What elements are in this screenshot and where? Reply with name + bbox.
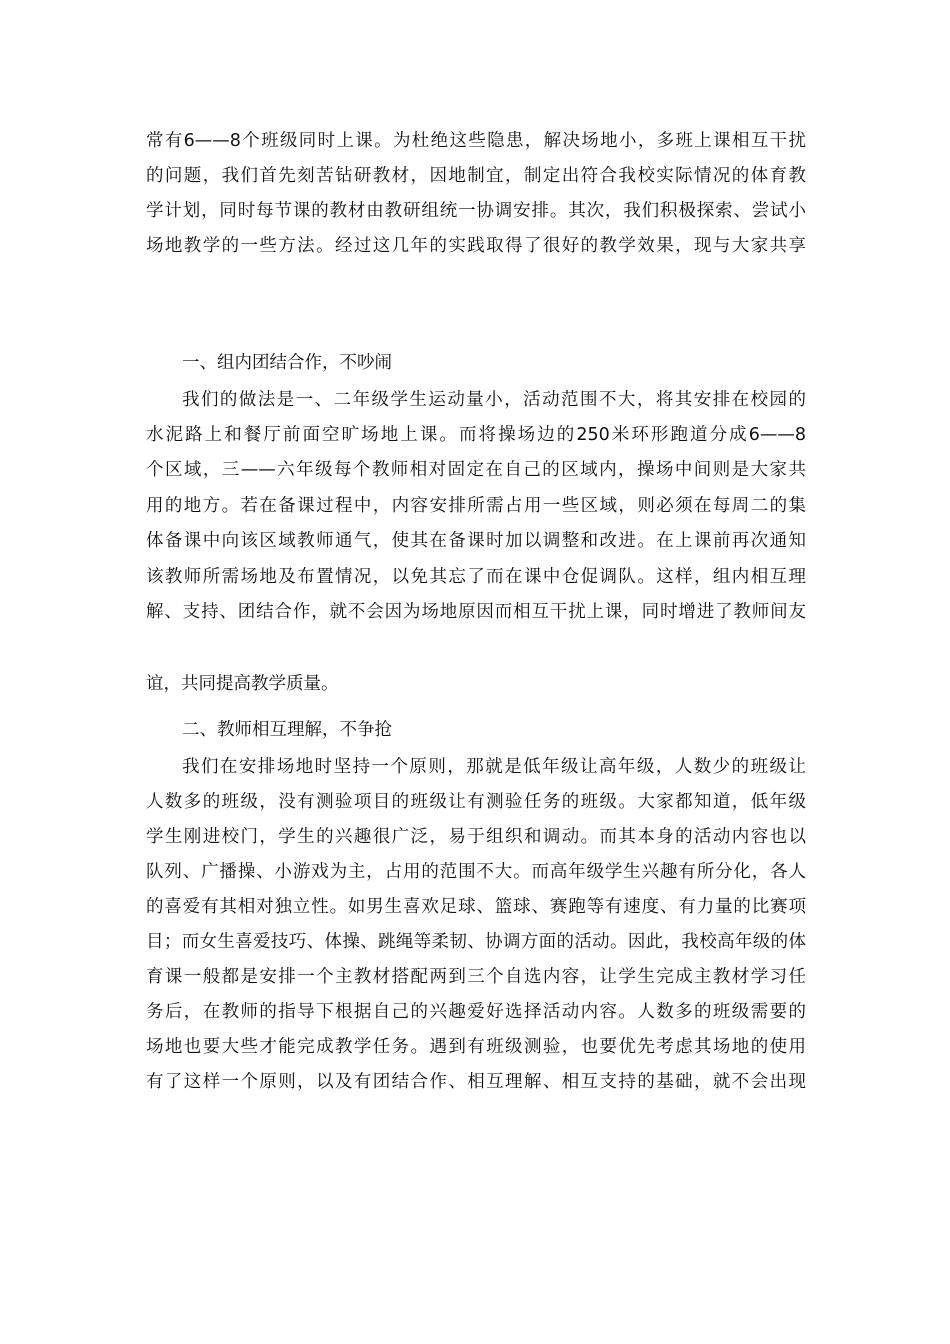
paragraph-line: 学生刚进校门，学生的兴趣很广泛，易于组织和调动。而其本身的活动内容也以 <box>146 827 806 847</box>
paragraph-line: 水泥路上和餐厅前面空旷场地上课。而将操场边的250米环形跑道分成6——8 <box>146 425 806 445</box>
paragraph-line: 场地也要大些才能完成教学任务。遇到有班级测验，也要优先考虑其场地的使用 <box>146 1037 806 1057</box>
paragraph-line: 常有6——8个班级同时上课。为杜绝这些隐患，解决场地小，多班上课相互干扰 <box>146 131 806 151</box>
paragraph-line: 务后，在教师的指导下根据自己的兴趣爱好选择活动内容。人数多的班级需要的 <box>146 1002 806 1022</box>
paragraph-line: 队列、广播操、小游戏为主，占用的范围不大。而高年级学生兴趣有所分化，各人 <box>146 862 806 882</box>
paragraph-line: 该教师所需场地及布置情况，以免其忘了而在课中仓促调队。这样，组内相互理 <box>146 567 806 587</box>
section-heading-2: 二、教师相互理解，不争抢 <box>182 720 392 740</box>
paragraph-line: 我们在安排场地时坚持一个原则，那就是低年级让高年级，人数少的班级让 <box>182 757 806 777</box>
paragraph-line: 用的地方。若在备课过程中，内容安排所需占用一些区域，则必须在每周二的集 <box>146 496 806 516</box>
paragraph-line: 体备课中向该区域教师通气，使其在备课时加以调整和改进。在上课前再次通知 <box>146 531 806 551</box>
paragraph-line: 育课一般都是安排一个主教材搭配两到三个自选内容，让学生完成主教材学习任 <box>146 967 806 987</box>
paragraph-line: 的问题，我们首先刻苦钻研教材，因地制宜，制定出符合我校实际情况的体育教 <box>146 166 806 186</box>
paragraph-line: 谊，共同提高教学质量。 <box>146 674 339 694</box>
paragraph-line: 解、支持、团结合作，就不会因为场地原因而相互干扰上课，同时增进了教师间友 <box>146 602 806 622</box>
paragraph-line: 人数多的班级，没有测验项目的班级让有测验任务的班级。大家都知道，低年级 <box>146 792 806 812</box>
paragraph-line: 个区域，三——六年级每个教师相对固定在自己的区域内，操场中间则是大家共 <box>146 460 806 480</box>
paragraph-line: 学计划，同时每节课的教材由教研组统一协调安排。其次，我们积极探索、尝试小 <box>146 201 806 221</box>
paragraph-line: 的喜爱有其相对独立性。如男生喜欢足球、篮球、赛跑等有速度、有力量的比赛项 <box>146 897 806 917</box>
paragraph-line: 场地教学的一些方法。经过这几年的实践取得了很好的教学效果，现与大家共享 <box>146 236 806 256</box>
paragraph-line: 有了这样一个原则，以及有团结合作、相互理解、相互支持的基础，就不会出现 <box>146 1072 806 1092</box>
section-heading-1: 一、组内团结合作，不吵闹 <box>182 353 392 373</box>
paragraph-line: 我们的做法是一、二年级学生运动量小，活动范围不大，将其安排在校园的 <box>182 390 806 410</box>
paragraph-line: 目；而女生喜爱技巧、体操、跳绳等柔韧、协调方面的活动。因此，我校高年级的体 <box>146 932 806 952</box>
